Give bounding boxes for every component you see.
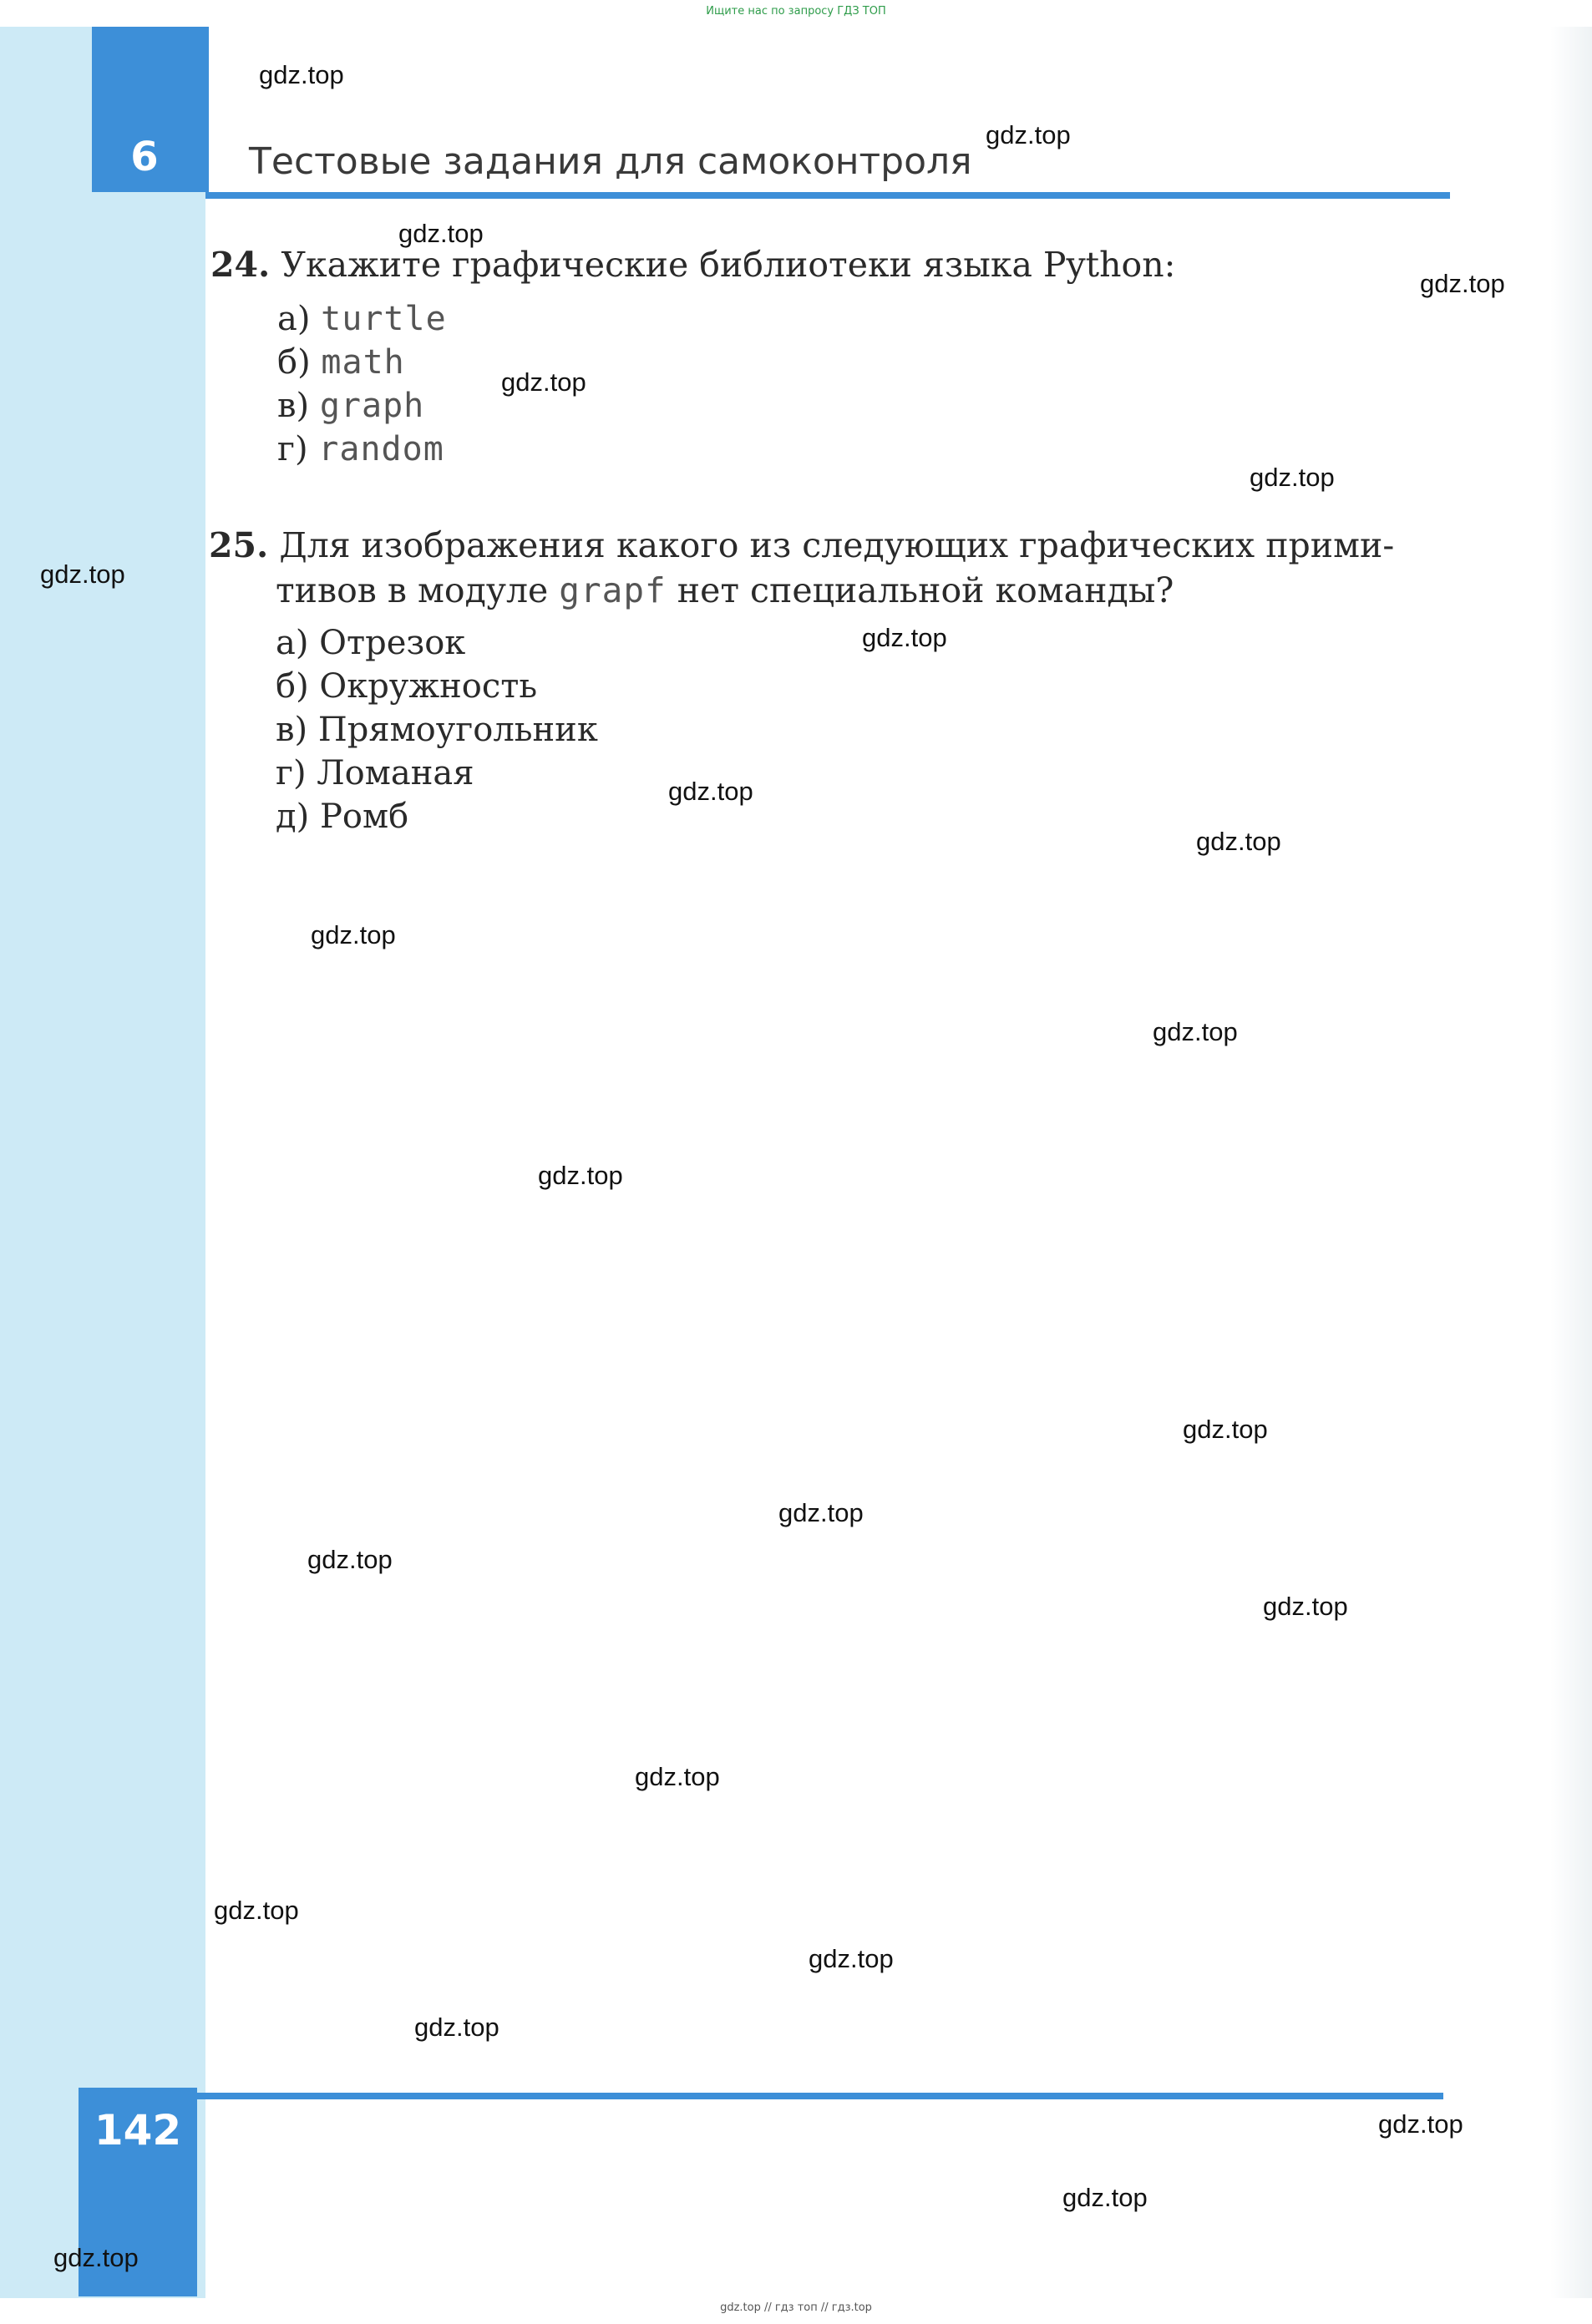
option-letter: д): [276, 797, 310, 836]
watermark: gdz.top: [1250, 463, 1335, 492]
page-number: 142: [94, 2106, 182, 2154]
answer-option: [277, 341, 405, 384]
watermark: gdz.top: [1196, 827, 1281, 856]
watermark: gdz.top: [1183, 1415, 1268, 1444]
option-letter: б): [277, 343, 311, 382]
watermark: gdz.top: [1062, 2183, 1148, 2212]
option-letter: б): [276, 667, 309, 706]
question-text: Для изображения какого из следующих графических прими-: [279, 525, 1395, 565]
option-letter: в): [277, 387, 310, 425]
module-name: grapf: [559, 570, 667, 610]
option-text: Ромб: [319, 797, 409, 836]
watermark: gdz.top: [538, 1161, 623, 1190]
question-24: [210, 242, 1175, 287]
watermark: gdz.top: [501, 367, 586, 397]
option-text: Ломаная: [317, 754, 474, 792]
question-number: 25.: [209, 525, 269, 565]
watermark: gdz.top: [862, 623, 947, 652]
answer-option: [276, 795, 408, 838]
question-25-line-2: [276, 568, 1174, 613]
watermark: gdz.top: [311, 920, 396, 949]
answer-option: [276, 752, 474, 795]
option-text: turtle: [321, 300, 447, 338]
left-margin-strip: [0, 27, 205, 2298]
watermark: gdz.top: [1420, 269, 1505, 298]
question-text: тивов в модуле: [276, 570, 560, 610]
answer-option: [277, 297, 447, 341]
option-letter: а): [277, 300, 311, 338]
option-letter: г): [277, 430, 308, 468]
question-text: Укажите графические библиотеки языка Python:: [281, 245, 1176, 285]
watermark: gdz.top: [214, 1896, 299, 1925]
answer-option: [276, 665, 537, 708]
page-edge-shadow: [1550, 27, 1592, 2298]
answer-option: [277, 384, 424, 428]
option-text: graph: [319, 387, 425, 425]
watermark: gdz.top: [778, 1498, 864, 1527]
option-text: math: [321, 343, 405, 382]
answer-option: [277, 428, 444, 471]
option-text: Прямоугольник: [317, 711, 598, 749]
question-text: нет специальной команды?: [666, 570, 1174, 610]
watermark: gdz.top: [635, 1762, 720, 1791]
watermark: gdz.top: [1378, 2109, 1463, 2139]
question-25: [209, 523, 1394, 568]
top-note: Ищите нас по запросу ГДЗ ТОП: [706, 5, 886, 18]
watermark: gdz.top: [53, 2243, 139, 2272]
option-text: Отрезок: [319, 624, 466, 662]
question-number: 24.: [210, 245, 271, 285]
section-title: Тестовые задания для самоконтроля: [249, 140, 972, 183]
watermark: gdz.top: [986, 120, 1071, 149]
watermark: gdz.top: [307, 1545, 393, 1574]
answer-option: [276, 708, 598, 752]
answer-option: [276, 621, 465, 665]
chapter-number: 6: [130, 134, 159, 180]
option-text: Окружность: [319, 667, 538, 706]
watermark: gdz.top: [1263, 1592, 1348, 1621]
option-letter: в): [276, 711, 308, 749]
watermark: gdz.top: [398, 219, 484, 248]
footer-rule: [197, 2093, 1443, 2099]
watermark: gdz.top: [414, 2013, 499, 2042]
watermark: gdz.top: [259, 60, 344, 89]
bottom-note: gdz.top // гдз топ // гдз.top: [720, 2301, 872, 2314]
watermark: gdz.top: [809, 1944, 894, 1973]
option-letter: а): [276, 624, 309, 662]
option-letter: г): [276, 754, 307, 792]
watermark: gdz.top: [1153, 1017, 1238, 1046]
watermark: gdz.top: [668, 777, 753, 806]
header-rule: [205, 192, 1450, 199]
option-text: random: [318, 430, 444, 468]
watermark: gdz.top: [40, 559, 125, 589]
